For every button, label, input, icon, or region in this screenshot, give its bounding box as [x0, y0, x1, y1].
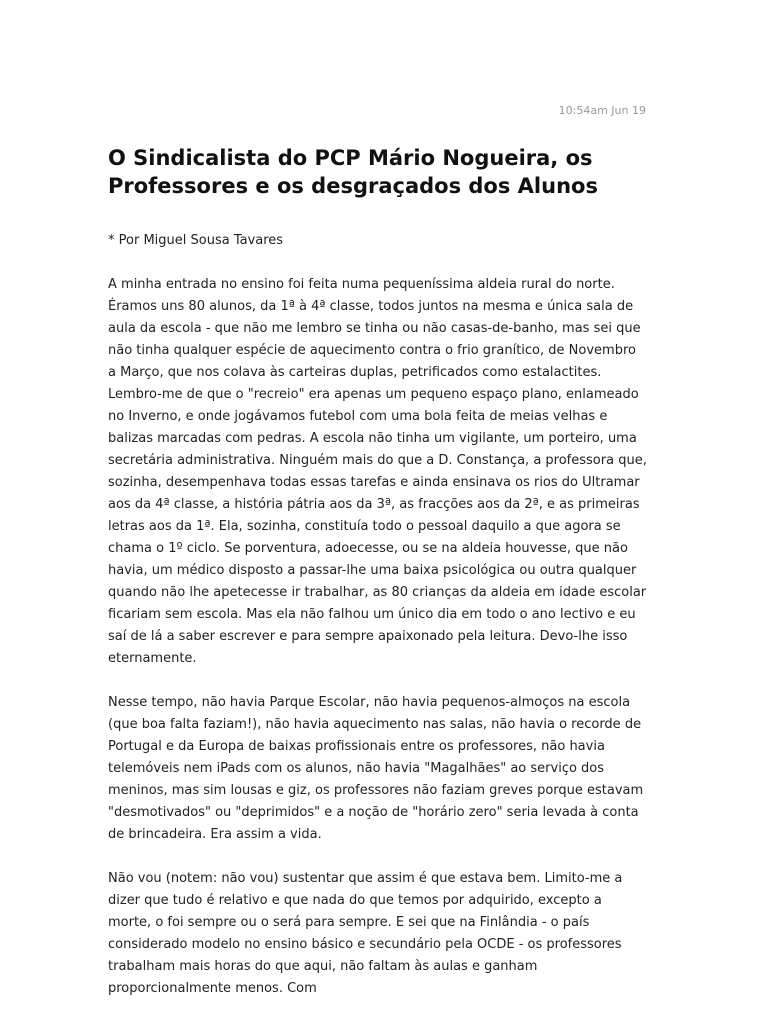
article-title: O Sindicalista do PCP Mário Nogueira, os Professores e os desgraçados dos Alunos: [108, 146, 598, 198]
body-paragraph: Não vou (notem: não vou) sustentar que assim é que estava bem. Limito-me a dizer que tudo é relativo e que nada do que temos por adquirido, excepto a morte, o foi sempre ou o será para sempre. E sei que na Finlândia - o país considerado modelo no ensino básico e secundário pela OCDE - os professores trabalham mais horas do que aqui, não faltam às aulas e ganham proporcionalmente menos. Com: [108, 871, 623, 996]
body-paragraph: A minha entrada no ensino foi feita numa pequeníssima aldeia rural do norte. Éramos uns 80 alunos, da 1ª à 4ª classe, todos juntos na mesma e única sala de aula da escola - que não me lembro se tinha ou não casas-de-banho, mas sei que não tinha qualquer espécie de aquecimento contra o frio granítico, de Novembro a Março, que nos colava às carteiras duplas, petrificados como estalactites. Lembro-me de que o "recreio" era apenas um pequeno espaço plano, enlameado no Inverno, e onde jogávamos futebol com uma bola feita de meias velhas e balizas marcadas com pedras. A escola não tinha um vigilante, um porteiro, uma secretária administrativa. Ninguém mais do que a D. Constança, a professora que, sozinha, desempenhava todas essas tarefas e ainda ensinava os rios do Ultramar aos da 4ª classe, a história pátria aos da 3ª, as fracções aos da 2ª, e as primeiras letras aos da 1ª. Ela, sozinha, constituía todo o pessoal daquilo a que agora se chama o 1º ciclo. Se porventura, adoecesse, ou se na aldeia houvesse, que não havia, um médico disposto a passar-lhe uma baixa psicológica ou outra qualquer quando não lhe apetecesse ir trabalhar, as 80 crianças da aldeia em idade escolar ficariam sem escola. Mas ela não falhou um único dia em todo o ano lectivo e eu saí de lá a saber escrever e para sempre apaixonado pela leitura. Devo-lhe isso eternamente.: [108, 277, 647, 666]
post-timestamp: 10:54am Jun 19: [558, 104, 646, 117]
article-byline: * Por Miguel Sousa Tavares: [108, 233, 284, 248]
article-body: [108, 274, 648, 1022]
body-paragraph: Nesse tempo, não havia Parque Escolar, não havia pequenos-almoços na escola (que boa falta faziam!), não havia aquecimento nas salas, não havia o recorde de Portugal e da Europa de baixas profissionais entre os professores, não havia telemóveis nem iPads com os alunos, não havia "Magalhães" ao serviço dos meninos, mas sim lousas e giz, os professores não faziam greves porque estavam "desmotivados" ou "deprimidos" e a noção de "horário zero" seria levada à conta de brincadeira. Era assim a vida.: [108, 695, 644, 842]
